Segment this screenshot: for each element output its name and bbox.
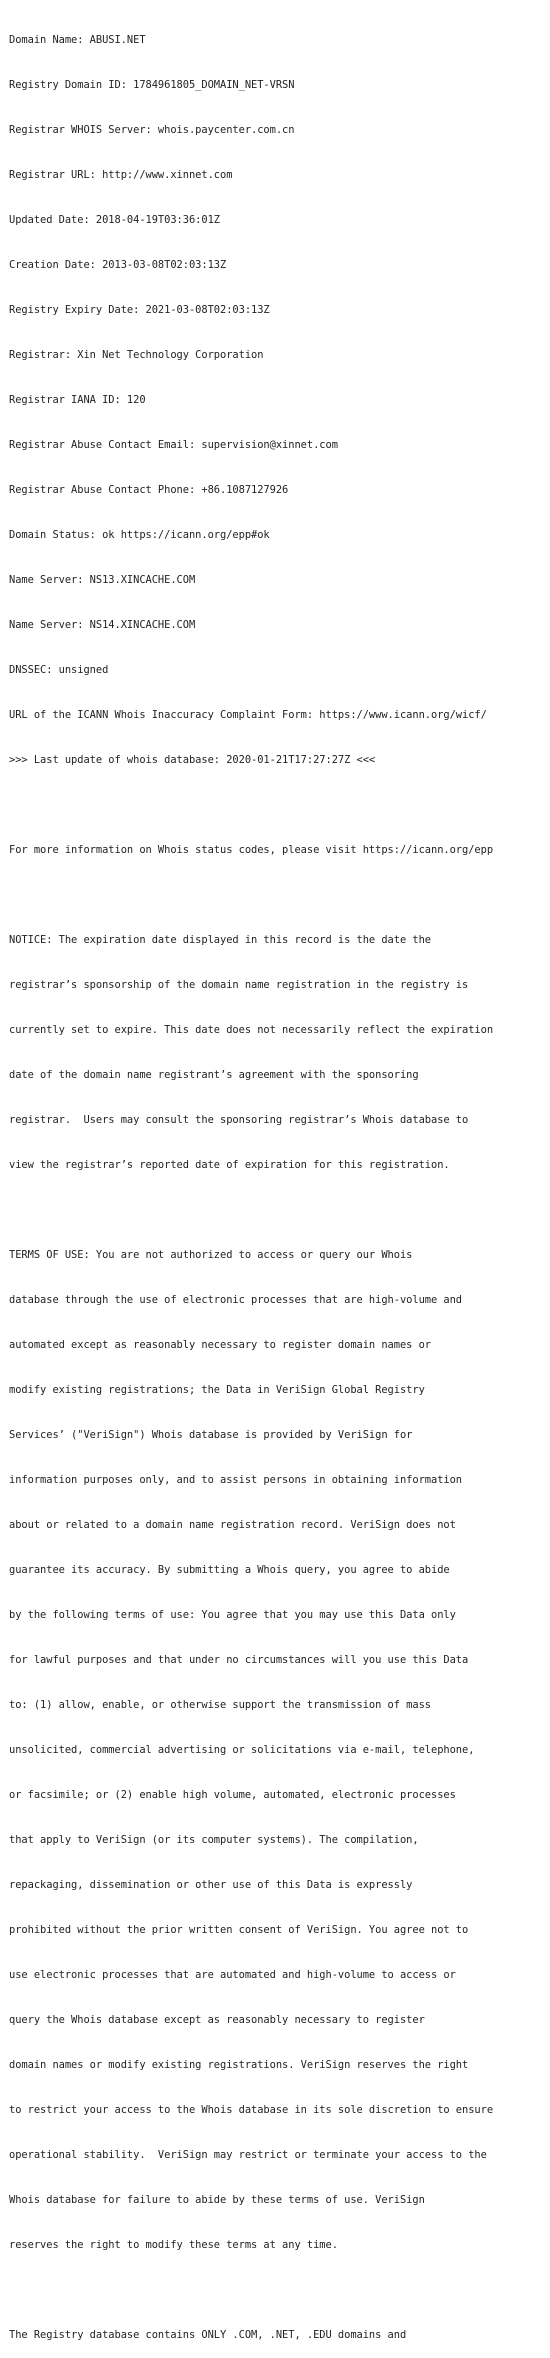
terms-line: operational stability. VeriSign may restrict or terminate your access to the [9,2149,487,2161]
terms-line: information purposes only, and to assist persons in obtaining information [9,1474,463,1486]
terms-line: prohibited without the prior written consent of VeriSign. You agree not to [9,1924,469,1936]
registry-note-line: The Registry database contains ONLY .COM, .NET, .EDU domains and [9,2329,407,2341]
abuse-email-line: Registrar Abuse Contact Email: supervision@xinnet.com [9,439,338,451]
spacer [9,888,550,903]
terms-line: automated except as reasonably necessary to register domain names or [9,1339,431,1351]
terms-line: TERMS OF USE: You are not authorized to access or query our Whois [9,1249,413,1261]
registrar-iana-id-line: Registrar IANA ID: 120 [9,394,146,406]
notice-line: currently set to expire. This date does not necessarily reflect the expiration [9,1024,494,1036]
terms-line: modify existing registrations; the Data in VeriSign Global Registry [9,1384,425,1396]
spacer [9,798,550,813]
status-info-line: For more information on Whois status codes, please visit https://icann.org/epp [9,844,494,856]
terms-line: about or related to a domain name registration record. VeriSign does not [9,1519,456,1531]
terms-line: to: (1) allow, enable, or otherwise support the transmission of mass [9,1699,431,1711]
notice-line: NOTICE: The expiration date displayed in this record is the date the [9,934,431,946]
registrar-whois-server-line: Registrar WHOIS Server: whois.paycenter.com.cn [9,124,295,136]
notice-line: registrar. Users may consult the sponsoring registrar’s Whois database to [9,1114,469,1126]
registry-domain-id-line: Registry Domain ID: 1784961805_DOMAIN_NET-VRSN [9,79,295,91]
creation-date-line: Creation Date: 2013-03-08T02:03:13Z [9,259,227,271]
spacer [9,1203,550,1218]
notice-line: view the registrar’s reported date of expiration for this registration. [9,1159,450,1171]
name-server-line: Name Server: NS14.XINCACHE.COM [9,619,196,631]
terms-line: guarantee its accuracy. By submitting a Whois query, you agree to abide [9,1564,450,1576]
registrar-line: Registrar: Xin Net Technology Corporation [9,349,264,361]
updated-date-line: Updated Date: 2018-04-19T03:36:01Z [9,214,220,226]
notice-line: date of the domain name registrant’s agreement with the sponsoring [9,1069,419,1081]
terms-line: query the Whois database except as reasonably necessary to register [9,2014,425,2026]
notice-line: registrar’s sponsorship of the domain name registration in the registry is [9,979,469,991]
domain-name-line: Domain Name: ABUSI.NET [9,34,146,46]
abuse-phone-line: Registrar Abuse Contact Phone: +86.1087127926 [9,484,289,496]
icann-complaint-line: URL of the ICANN Whois Inaccuracy Complaint Form: https://www.icann.org/wicf/ [9,709,487,721]
registrar-url-line: Registrar URL: http://www.xinnet.com [9,169,233,181]
terms-line: to restrict your access to the Whois database in its sole discretion to ensure [9,2104,494,2116]
terms-line: reserves the right to modify these terms at any time. [9,2239,338,2251]
last-update-line: >>> Last update of whois database: 2020-01-21T17:27:27Z <<< [9,754,376,766]
terms-line: repackaging, dissemination or other use of this Data is expressly [9,1879,413,1891]
terms-line: domain names or modify existing registrations. VeriSign reserves the right [9,2059,469,2071]
terms-line: database through the use of electronic processes that are high-volume and [9,1294,463,1306]
terms-line: Whois database for failure to abide by these terms of use. VeriSign [9,2194,425,2206]
name-server-line: Name Server: NS13.XINCACHE.COM [9,574,196,586]
terms-line: unsolicited, commercial advertising or solicitations via e-mail, telephone, [9,1744,475,1756]
dnssec-line: DNSSEC: unsigned [9,664,109,676]
terms-line: use electronic processes that are automated and high-volume to access or [9,1969,456,1981]
terms-line: that apply to VeriSign (or its computer systems). The compilation, [9,1834,419,1846]
registry-expiry-date-line: Registry Expiry Date: 2021-03-08T02:03:13Z [9,304,270,316]
terms-line: for lawful purposes and that under no circumstances will you use this Data [9,1654,469,1666]
terms-line: or facsimile; or (2) enable high volume, automated, electronic processes [9,1789,456,1801]
spacer [9,2283,550,2298]
terms-line: Services’ ("VeriSign") Whois database is provided by VeriSign for [9,1429,413,1441]
terms-line: by the following terms of use: You agree that you may use this Data only [9,1609,456,1621]
domain-status-line: Domain Status: ok https://icann.org/epp#ok [9,529,270,541]
